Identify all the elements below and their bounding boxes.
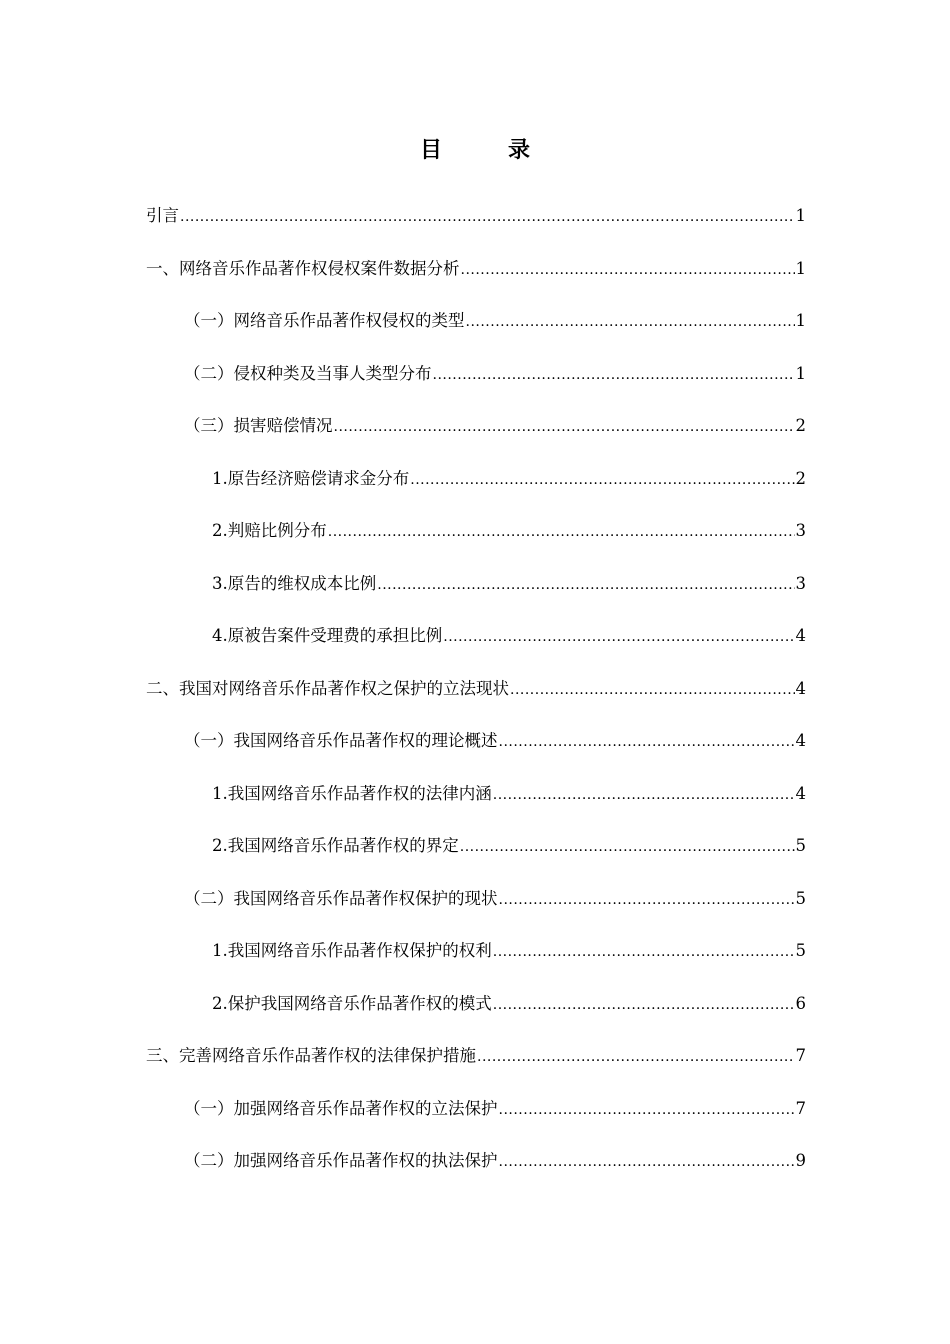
- toc-entry-text: （一）我国网络音乐作品著作权的理论概述: [184, 731, 498, 750]
- toc-entry[interactable]: [146, 669, 806, 722]
- toc-dot-leader: [499, 1142, 795, 1182]
- toc-dot-leader: [499, 880, 795, 920]
- toc-entry-text: （二）侵权种类及当事人类型分布: [184, 363, 432, 383]
- toc-dot-leader: [499, 722, 795, 762]
- toc-entry-page: 5: [795, 941, 806, 960]
- toc-entry[interactable]: [146, 1036, 806, 1089]
- toc-entry[interactable]: [146, 354, 806, 407]
- toc-entry[interactable]: [146, 406, 806, 459]
- toc-entry[interactable]: [146, 984, 806, 1037]
- toc-entry-page: 1: [795, 206, 806, 225]
- toc-entry-page: 1: [795, 311, 806, 330]
- toc-dot-leader: [377, 565, 794, 605]
- toc-entry-page: 4: [795, 783, 806, 803]
- toc-entry-page: 4: [795, 731, 806, 750]
- toc-entry-page: 2: [795, 468, 806, 488]
- toc-entry-text: 1.我国网络音乐作品著作权保护的权利: [212, 941, 492, 960]
- toc-entry-page: 4: [795, 678, 806, 698]
- toc-entry-page: 6: [795, 993, 806, 1013]
- toc-entry-page: 5: [795, 836, 806, 855]
- toc-entry-page: 9: [795, 1151, 806, 1170]
- toc-entry-text: （三）损害赔偿情况: [184, 416, 333, 435]
- toc-entry[interactable]: [146, 931, 806, 984]
- toc-entry-page: 1: [795, 258, 806, 278]
- toc-title: 目 录: [419, 137, 552, 163]
- toc-entry-text: 3.原告的维权成本比例: [212, 573, 377, 593]
- toc-entry-text: 1.原告经济赔偿请求金分布: [212, 468, 410, 488]
- toc-dot-leader: [477, 1037, 795, 1077]
- toc-entry[interactable]: [146, 511, 806, 564]
- toc-dot-leader: [410, 460, 794, 500]
- toc-dot-leader: [510, 670, 795, 710]
- toc-entry-text: 引言: [146, 206, 179, 225]
- toc-entry-page: 5: [795, 888, 806, 908]
- toc-entry-text: （二）加强网络音乐作品著作权的执法保护: [184, 1151, 498, 1170]
- toc-dot-leader: [493, 775, 795, 815]
- toc-entry-page: 7: [795, 1098, 806, 1118]
- toc-entry-text: 2.判赔比例分布: [212, 521, 327, 540]
- toc-entry-text: 4.原被告案件受理费的承担比例: [212, 626, 443, 645]
- toc-dot-leader: [433, 355, 795, 395]
- toc-dot-leader: [493, 985, 795, 1025]
- toc-entry[interactable]: [146, 249, 806, 302]
- toc-entry-text: 2.我国网络音乐作品著作权的界定: [212, 836, 459, 855]
- toc-dot-leader: [180, 197, 795, 237]
- toc-entry-page: 3: [795, 573, 806, 593]
- toc-entry-page: 7: [795, 1046, 806, 1065]
- toc-entry-text: 2.保护我国网络音乐作品著作权的模式: [212, 993, 492, 1013]
- toc-dot-leader: [334, 407, 795, 447]
- toc-list: [146, 196, 806, 1194]
- toc-dot-leader: [461, 250, 795, 290]
- toc-entry-page: 2: [795, 416, 806, 435]
- toc-entry-text: （一）加强网络音乐作品著作权的立法保护: [184, 1098, 498, 1118]
- toc-entry-text: 1.我国网络音乐作品著作权的法律内涵: [212, 783, 492, 803]
- toc-entry[interactable]: [146, 826, 806, 879]
- toc-dot-leader: [328, 512, 795, 552]
- toc-entry[interactable]: [146, 774, 806, 827]
- toc-dot-leader: [460, 827, 795, 867]
- toc-entry[interactable]: [146, 196, 806, 249]
- toc-entry-page: 4: [795, 626, 806, 645]
- toc-entry[interactable]: [146, 564, 806, 617]
- toc-dot-leader: [499, 1090, 795, 1130]
- toc-entry-text: 一、网络音乐作品著作权侵权案件数据分析: [146, 258, 460, 278]
- toc-entry-page: 3: [795, 521, 806, 540]
- toc-entry-page: 1: [795, 363, 806, 383]
- toc-entry[interactable]: [146, 459, 806, 512]
- toc-entry-text: （二）我国网络音乐作品著作权保护的现状: [184, 888, 498, 908]
- toc-entry[interactable]: [146, 616, 806, 669]
- toc-dot-leader: [466, 302, 795, 342]
- toc-entry-text: 二、我国对网络音乐作品著作权之保护的立法现状: [146, 678, 509, 698]
- toc-entry-text: 三、完善网络音乐作品著作权的法律保护措施: [146, 1046, 476, 1065]
- toc-entry[interactable]: [146, 1141, 806, 1194]
- toc-dot-leader: [443, 617, 794, 657]
- toc-entry[interactable]: [146, 721, 806, 774]
- toc-entry[interactable]: [146, 879, 806, 932]
- toc-entry[interactable]: [146, 301, 806, 354]
- toc-entry-text: （一）网络音乐作品著作权侵权的类型: [184, 311, 465, 330]
- toc-dot-leader: [493, 932, 795, 972]
- toc-entry[interactable]: [146, 1089, 806, 1142]
